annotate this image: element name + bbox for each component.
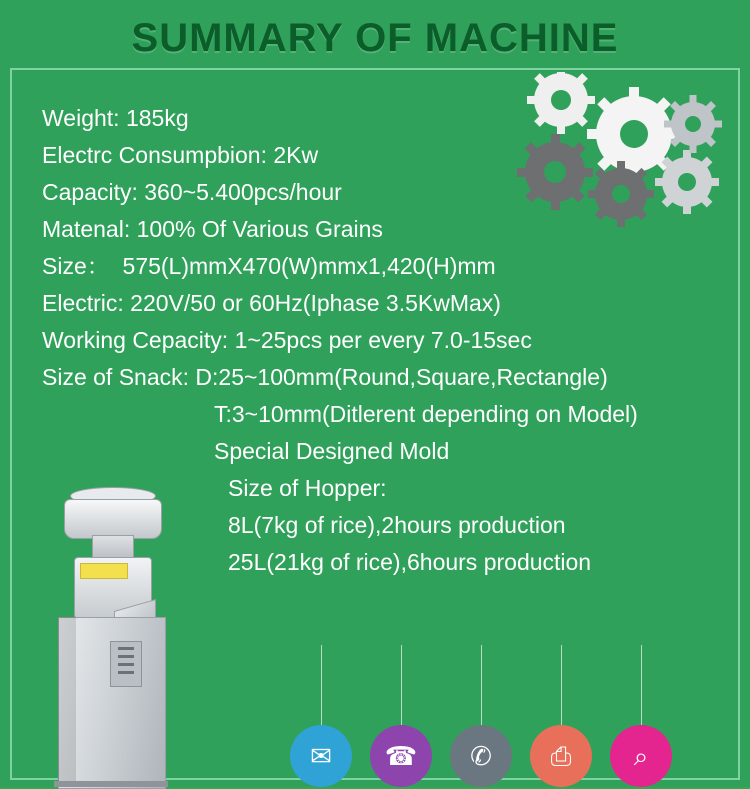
badge-string bbox=[481, 645, 482, 725]
chat-badge[interactable] bbox=[610, 725, 672, 787]
mobile-badge[interactable] bbox=[450, 725, 512, 787]
fax-icon: ⎙ bbox=[550, 741, 572, 771]
machine-hopper bbox=[64, 499, 162, 539]
spec-line: Size of Hopper: bbox=[228, 475, 387, 501]
phone-badge[interactable] bbox=[370, 725, 432, 787]
phone-icon: ☎ bbox=[384, 741, 418, 771]
spec-line: Weight: 185kg bbox=[42, 105, 189, 131]
spec-line: 8L(7kg of rice),2hours production bbox=[228, 512, 566, 538]
machine-cabinet-shadow bbox=[58, 617, 76, 787]
contact-badges bbox=[290, 667, 690, 787]
spec-line: Electrc Consumpbion: 2Kw bbox=[42, 142, 319, 168]
spec-line: Size： 575(L)mmX470(W)mmx1,420(H)mm bbox=[42, 253, 496, 279]
spec-line: Size of Snack: D:25~100mm(Round,Square,Rectangle) bbox=[42, 364, 608, 390]
spec-line: Matenal: 100% Of Various Grains bbox=[42, 216, 383, 242]
badge-string bbox=[401, 645, 402, 725]
spec-line: Capacity: 360~5.400pcs/hour bbox=[42, 179, 342, 205]
page-title: SUMMARY OF MACHINE bbox=[131, 16, 619, 60]
machine-warning-label bbox=[80, 563, 128, 579]
rice-cake-machine-photo bbox=[18, 457, 228, 787]
badge-string bbox=[321, 645, 322, 725]
spec-line: Special Designed Mold bbox=[214, 438, 450, 464]
machine-base bbox=[54, 781, 168, 787]
fax-badge[interactable] bbox=[530, 725, 592, 787]
badge-string bbox=[561, 645, 562, 725]
email-badge[interactable] bbox=[290, 725, 352, 787]
machine-control-panel bbox=[110, 641, 142, 687]
badge-string bbox=[641, 645, 642, 725]
chat-icon: ⌕ bbox=[633, 741, 649, 771]
email-icon: ✉ bbox=[310, 741, 332, 771]
spec-line: T:3~10mm(Ditlerent depending on Model) bbox=[214, 401, 638, 427]
mobile-icon: ✆ bbox=[470, 741, 492, 771]
spec-line: Electric: 220V/50 or 60Hz(Iphase 3.5KwMax) bbox=[42, 290, 501, 316]
spec-line: Working Cepacity: 1~25pcs per every 7.0-15sec bbox=[42, 327, 532, 353]
spec-line: 25L(21kg of rice),6hours production bbox=[228, 549, 592, 575]
